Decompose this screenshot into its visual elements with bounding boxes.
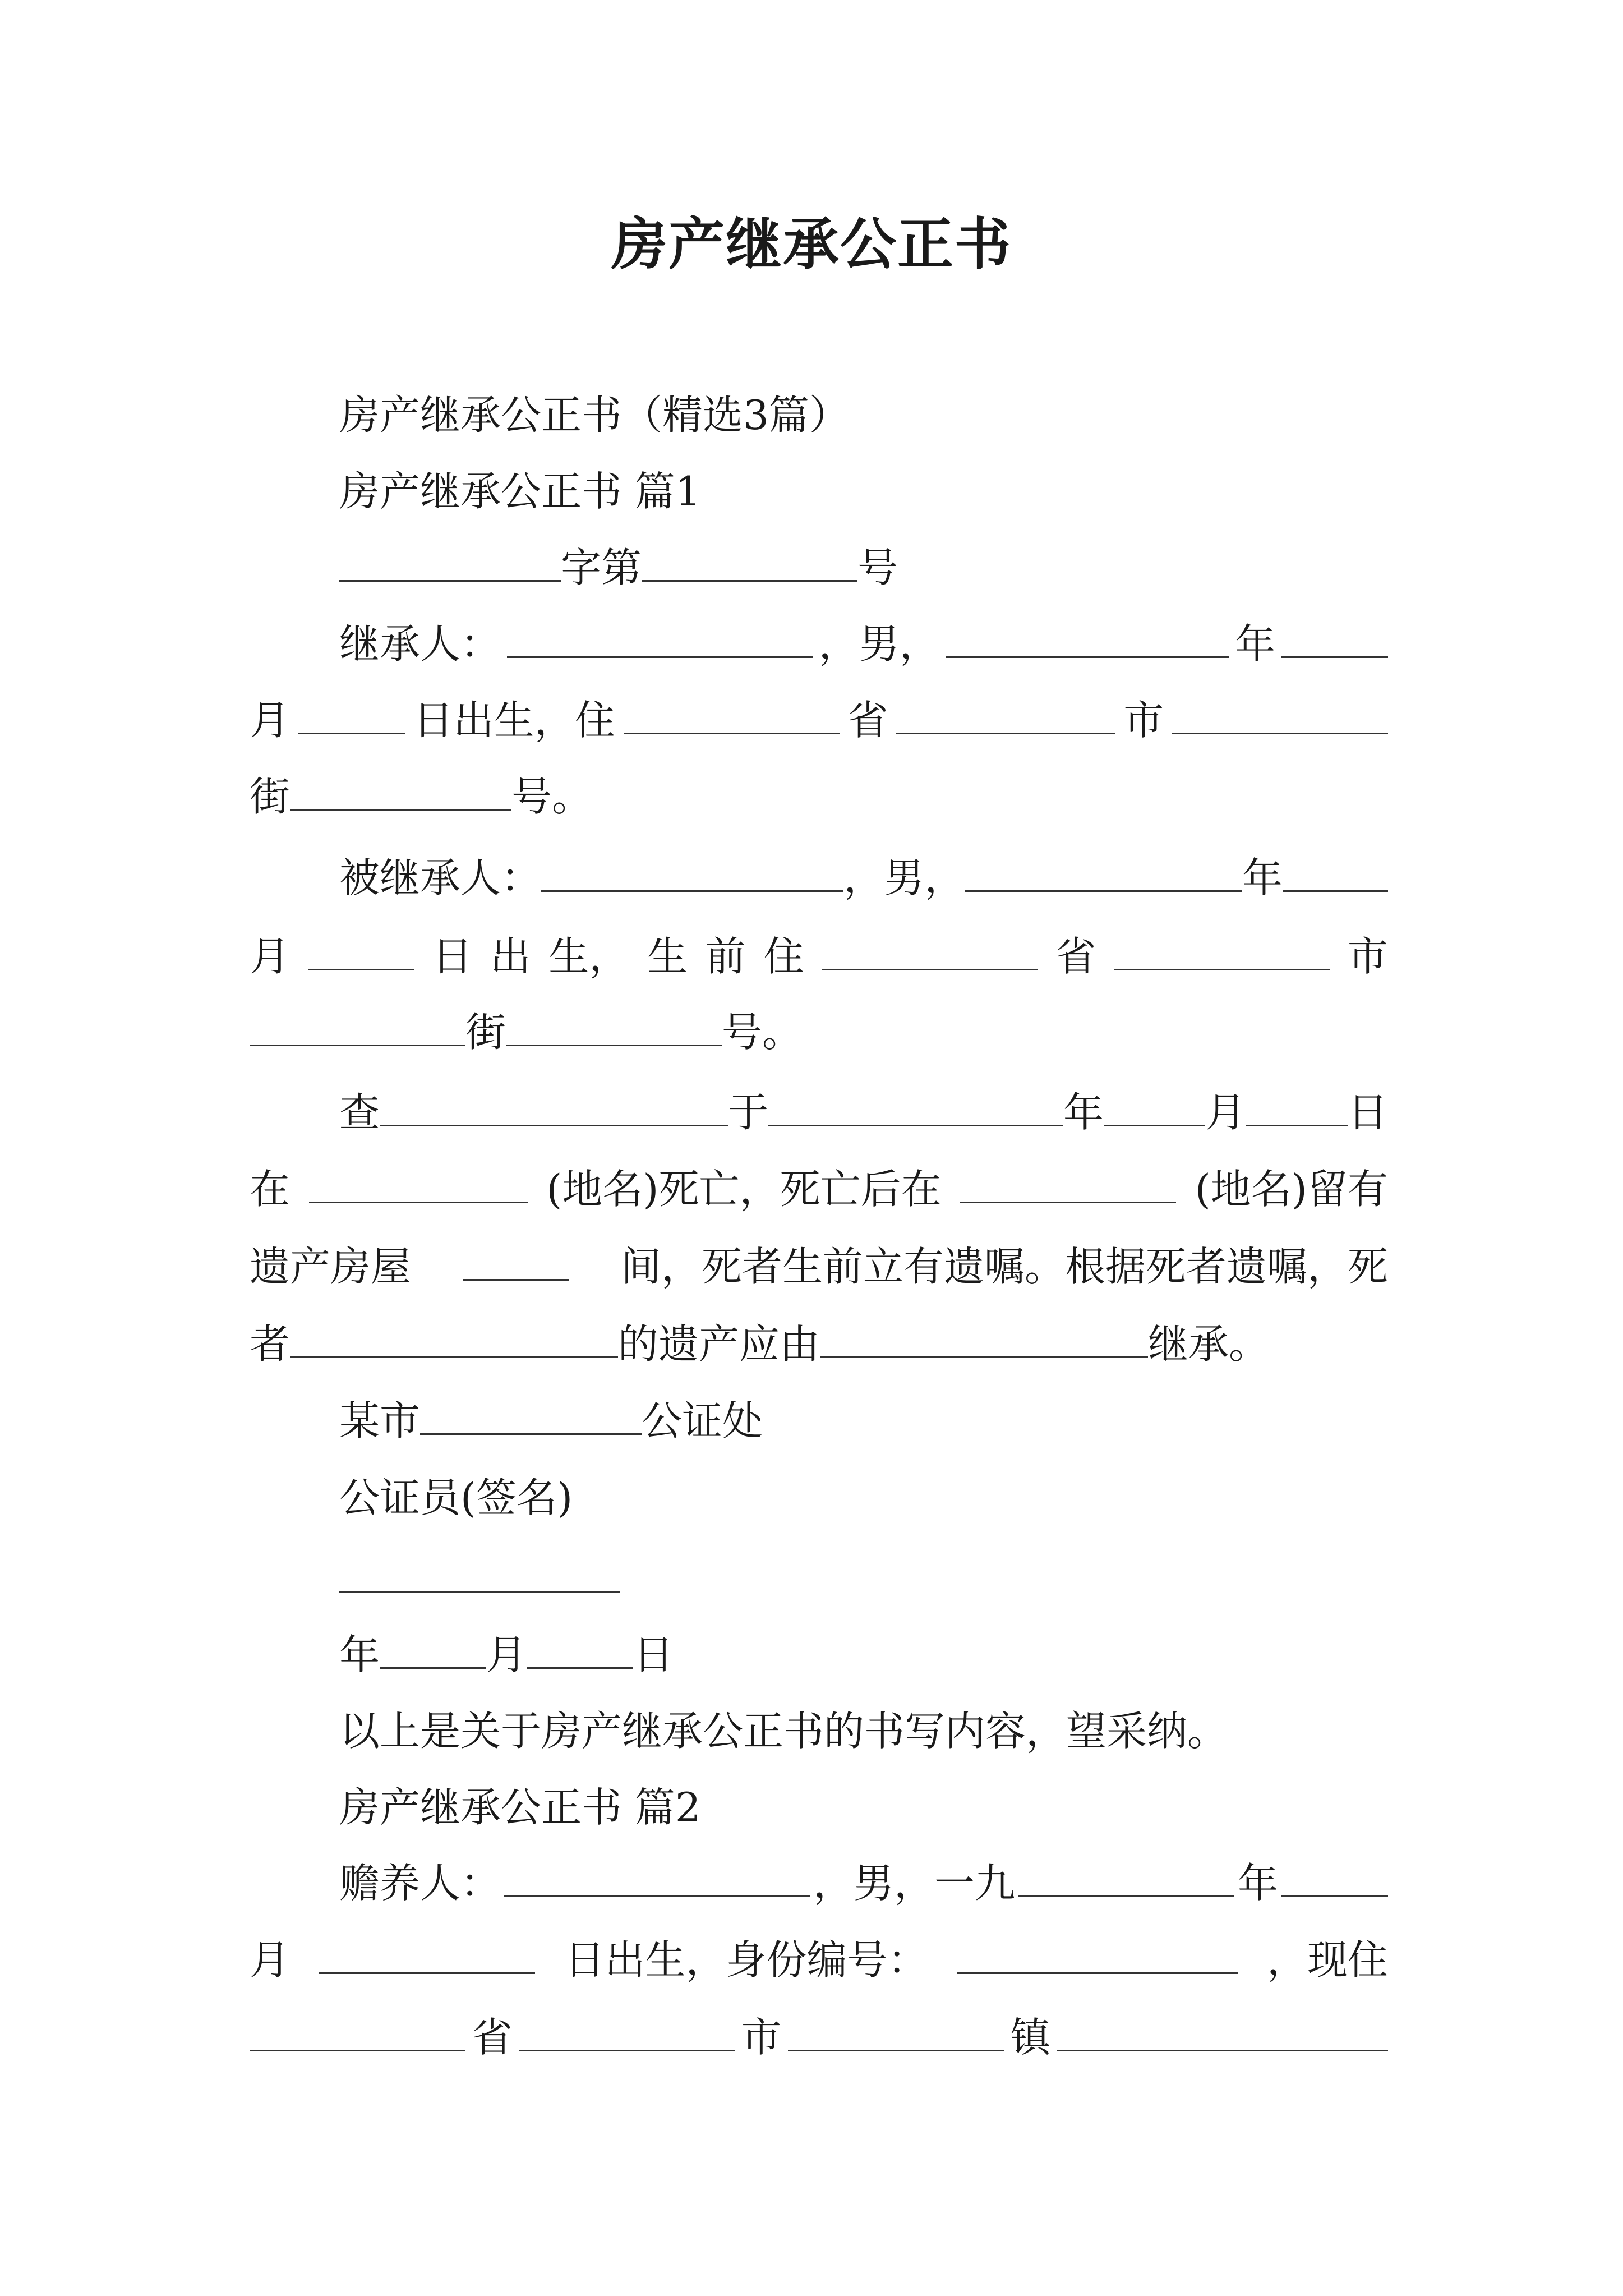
text-segment: 日 bbox=[1348, 1089, 1389, 1136]
blank-field bbox=[1018, 1855, 1234, 1897]
text-segment: 日出生，身份编号： bbox=[564, 1936, 928, 1984]
blank-field bbox=[290, 1316, 618, 1358]
text-segment: (地名)留有 bbox=[1195, 1166, 1388, 1213]
text-segment: 在 bbox=[250, 1166, 291, 1213]
donor-line-3 bbox=[250, 2009, 1388, 2065]
text-segment: 日 bbox=[633, 1631, 674, 1678]
text-segment: 月 bbox=[250, 697, 291, 744]
text-segment: 月 bbox=[1205, 1089, 1246, 1136]
heir-line-2 bbox=[250, 692, 1388, 748]
blank-field bbox=[957, 1932, 1238, 1974]
text-segment: 镇 bbox=[1010, 2014, 1051, 2061]
text-segment: (地名)死亡，死亡后在 bbox=[546, 1166, 942, 1213]
text-segment: 年 bbox=[1237, 1860, 1278, 1907]
text-segment: 生 bbox=[647, 933, 688, 980]
blank-field bbox=[1281, 616, 1388, 658]
blank-field bbox=[1246, 1084, 1348, 1126]
text-segment: 公证处 bbox=[642, 1397, 763, 1444]
blank-field bbox=[527, 1627, 633, 1669]
blank-field bbox=[309, 1161, 528, 1203]
number-label: 字第 bbox=[561, 544, 642, 591]
blank-field bbox=[506, 1004, 722, 1046]
paragraph-line-1 bbox=[250, 1084, 1388, 1140]
text-segment: 年 bbox=[1242, 854, 1283, 901]
blank-field bbox=[339, 540, 561, 582]
text-segment: 被继承人： bbox=[339, 854, 542, 901]
blank-field bbox=[1114, 928, 1330, 970]
text-segment: 于 bbox=[728, 1089, 769, 1136]
text-segment: 月 bbox=[486, 1631, 527, 1678]
heir-line-1 bbox=[250, 616, 1388, 672]
document-title: 房产继承公正书 bbox=[611, 211, 1012, 277]
closing-text: 以上是关于房产继承公正书的书写内容，望采纳。 bbox=[339, 1708, 1228, 1755]
blank-field bbox=[960, 1161, 1176, 1203]
blank-field bbox=[541, 850, 843, 892]
blank-field bbox=[1104, 1084, 1206, 1126]
donor-line-1 bbox=[250, 1855, 1388, 1911]
blank-field bbox=[946, 616, 1229, 658]
decedent-line-3 bbox=[250, 1004, 1388, 1060]
text-segment: 省 bbox=[847, 697, 888, 744]
text-segment: 省 bbox=[472, 2014, 513, 2061]
document-number-line bbox=[250, 540, 1388, 596]
text-segment: 市 bbox=[741, 2014, 782, 2061]
paragraph-line-2 bbox=[250, 1161, 1388, 1217]
text-segment: 继承人： bbox=[339, 620, 501, 668]
text-segment: ，男，一九 bbox=[813, 1860, 1015, 1907]
signature-line bbox=[339, 1591, 620, 1593]
donor-line-2 bbox=[250, 1932, 1388, 1988]
date-line bbox=[250, 1627, 1388, 1683]
text-segment: 者 bbox=[250, 1320, 291, 1368]
text-segment: 查 bbox=[339, 1089, 380, 1136]
blank-field bbox=[822, 928, 1038, 970]
text-segment: 遗产房屋 bbox=[250, 1243, 412, 1290]
text-segment: 前 bbox=[705, 933, 746, 980]
blank-field bbox=[1281, 1855, 1388, 1897]
number-suffix: 号 bbox=[857, 544, 898, 591]
blank-field bbox=[250, 1004, 465, 1046]
decedent-line-2 bbox=[250, 928, 1388, 984]
blank-field bbox=[463, 1239, 569, 1281]
blank-field bbox=[642, 540, 857, 582]
text-segment: 年 bbox=[1235, 620, 1276, 668]
blank-field bbox=[768, 1084, 1063, 1126]
notary-signature-label: 公证员(签名) bbox=[339, 1474, 573, 1521]
blank-field bbox=[519, 2009, 735, 2051]
text-segment: 月 bbox=[250, 933, 291, 980]
text-segment: 日 bbox=[432, 933, 473, 980]
text-segment: 年 bbox=[1063, 1089, 1104, 1136]
text-segment: 的遗产应由 bbox=[618, 1320, 820, 1368]
blank-field bbox=[250, 2009, 465, 2051]
text-segment: 市 bbox=[1347, 933, 1388, 980]
text-segment: ，男， bbox=[843, 854, 965, 901]
section-heading-2: 房产继承公正书 篇2 bbox=[339, 1784, 701, 1831]
blank-field bbox=[380, 1627, 486, 1669]
text-segment: 月 bbox=[250, 1936, 291, 1984]
text-segment: 继承。 bbox=[1148, 1320, 1270, 1368]
text-segment: 号。 bbox=[722, 1009, 803, 1056]
blank-field bbox=[896, 692, 1115, 734]
text-segment: 号。 bbox=[511, 773, 593, 820]
blank-field bbox=[965, 850, 1242, 892]
section-heading-1: 房产继承公正书 篇1 bbox=[339, 468, 701, 515]
blank-field bbox=[308, 928, 414, 970]
blank-field bbox=[1057, 2009, 1388, 2051]
text-segment: 生， bbox=[548, 933, 630, 980]
paragraph-line-3 bbox=[250, 1239, 1388, 1295]
text-segment: 赡养人： bbox=[339, 1860, 501, 1907]
blank-field bbox=[380, 1084, 728, 1126]
text-segment: 街 bbox=[250, 773, 291, 820]
notary-office-line bbox=[250, 1393, 1388, 1449]
blank-field bbox=[504, 1855, 810, 1897]
blank-field bbox=[1172, 692, 1388, 734]
text-segment: 街 bbox=[465, 1009, 506, 1056]
text-segment: ，男， bbox=[818, 620, 940, 668]
blank-field bbox=[298, 692, 405, 734]
text-segment: 住 bbox=[763, 933, 804, 980]
paragraph-line-4 bbox=[250, 1316, 1388, 1372]
blank-field bbox=[1283, 850, 1388, 892]
subtitle: 房产继承公正书（精选3篇） bbox=[339, 392, 850, 439]
text-segment: 市 bbox=[1123, 697, 1164, 744]
text-segment: 间，死者生前立有遗嘱。根据死者遗嘱，死 bbox=[620, 1243, 1388, 1290]
blank-field bbox=[319, 1932, 535, 1974]
text-segment: 省 bbox=[1055, 933, 1096, 980]
text-segment: 某市 bbox=[339, 1397, 421, 1444]
blank-field bbox=[788, 2009, 1004, 2051]
text-segment: 出 bbox=[490, 933, 531, 980]
blank-field bbox=[507, 616, 813, 658]
blank-field bbox=[820, 1316, 1148, 1358]
text-segment: 年 bbox=[339, 1631, 380, 1678]
blank-field bbox=[290, 769, 511, 811]
text-segment: 日出生，住 bbox=[413, 697, 615, 744]
blank-field bbox=[420, 1393, 642, 1435]
decedent-line-1 bbox=[250, 850, 1388, 906]
heir-line-3 bbox=[250, 769, 1388, 825]
blank-field bbox=[624, 692, 840, 734]
text-segment: ，现住 bbox=[1266, 1936, 1388, 1984]
